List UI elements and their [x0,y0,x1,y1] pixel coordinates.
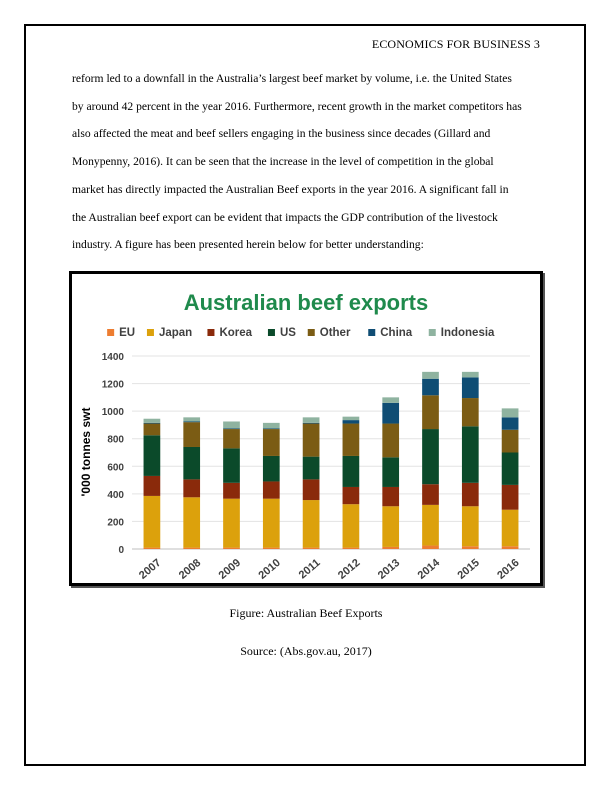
paragraph-line: Monypenny, 2016). It can be seen that the increase in the level of competition in the global [72,155,494,169]
bar-segment-japan [502,510,519,547]
bar-segment-korea [183,479,200,497]
bar-segment-japan [462,506,479,546]
bar-segment-indonesia [462,372,479,378]
chart-bars [144,372,519,549]
bar-segment-us [422,429,439,484]
x-axis-ticks [137,556,522,581]
bar-segment-china [223,428,240,429]
x-tick-label: 2011 [296,556,323,582]
bar-segment-indonesia [343,417,360,420]
y-tick-label: 0 [118,545,124,556]
y-axis-ticks [102,352,125,556]
paragraph-line: the Australian beef export can be evident that impacts the GDP contribution of the livestock [72,210,498,224]
bar-segment-eu [144,548,161,549]
paragraph-line: industry. A figure has been presented herein below for better understanding: [72,238,424,252]
bar-segment-korea [422,484,439,505]
bar-segment-korea [502,485,519,510]
bar-segment-us [382,457,399,487]
bar-segment-eu [303,548,320,549]
bar-segment-japan [422,505,439,546]
bar-segment-other [144,424,161,436]
bar-segment-eu [223,548,240,549]
bar-segment-indonesia [223,421,240,428]
bar-segment-other [343,424,360,456]
chart-figure [69,271,543,586]
bar-segment-us [144,435,161,476]
chart-legend [107,327,495,339]
bar-segment-other [422,395,439,429]
legend-swatch-china [368,329,375,336]
bar-segment-us [502,453,519,485]
paragraph-line: market has directly impacted the Australian Beef exports in the year 2016. A significant fall in [72,182,509,196]
legend-swatch-other [308,329,315,336]
bar-segment-china [144,423,161,424]
chart-title: Australian beef exports [183,290,429,315]
legend-label-china: China [380,327,413,339]
body-paragraph [72,65,542,259]
bar-segment-eu [183,548,200,549]
figure-caption: Figure: Australian Beef Exports [229,606,383,620]
bar-segment-eu [422,546,439,549]
bar-segment-china [263,428,280,429]
bar-segment-indonesia [303,417,320,423]
bar-segment-korea [343,487,360,504]
legend-label-us: US [279,327,296,339]
bar-segment-china [343,420,360,423]
legend-swatch-eu [107,329,114,336]
x-tick-label: 2009 [216,556,244,582]
legend-label-korea: Korea [219,327,253,339]
bar-segment-china [303,423,320,424]
y-tick-label: 600 [107,462,124,474]
bar-segment-indonesia [263,423,280,429]
bar-segment-us [462,426,479,483]
paragraph-line: also affected the meat and beef sellers engaging in the business since decades (Gillard and [72,127,491,141]
y-tick-label: 1200 [101,379,124,391]
y-tick-label: 400 [107,489,124,501]
bar-segment-korea [462,483,479,506]
bar-segment-us [223,448,240,482]
legend-label-japan: Japan [158,327,193,339]
x-tick-label: 2016 [495,556,522,582]
bar-segment-japan [343,504,360,547]
legend-swatch-japan [147,329,154,336]
legend-swatch-us [268,329,275,336]
x-tick-label: 2008 [176,556,204,582]
bar-segment-japan [263,499,280,548]
bar-segment-us [303,457,320,480]
x-tick-label: 2010 [256,556,283,582]
bar-segment-japan [223,499,240,548]
legend-swatch-indonesia [429,329,436,336]
bar-segment-korea [303,479,320,500]
bar-segment-china [462,377,479,398]
y-tick-label: 200 [107,517,124,529]
paragraph-line: reform led to a downfall in the Australia’s largest beef market by volume, i.e. the United States [72,72,512,85]
bar-segment-us [343,456,360,487]
bar-segment-eu [462,546,479,549]
bar-segment-indonesia [183,417,200,421]
y-tick-label: 1000 [101,407,124,419]
bar-segment-indonesia [422,372,439,379]
bar-segment-indonesia [144,419,161,423]
x-tick-label: 2007 [137,556,164,582]
paragraph-line: by around 42 percent in the year 2016. Furthermore, recent growth in the market competitors has [72,99,522,113]
legend-label-indonesia: Indonesia [440,327,495,339]
bar-segment-indonesia [382,397,399,403]
bar-segment-other [183,422,200,447]
bar-segment-china [422,379,439,396]
bar-segment-korea [223,483,240,499]
bar-segment-other [382,424,399,458]
bar-segment-china [382,403,399,424]
figure-source: Source: (Abs.gov.au, 2017) [240,644,372,658]
bar-segment-us [263,456,280,482]
bar-segment-japan [144,496,161,548]
bar-segment-korea [263,481,280,498]
bar-segment-japan [303,500,320,548]
y-tick-label: 1400 [101,352,124,363]
x-tick-label: 2012 [336,556,363,582]
x-tick-label: 2013 [375,556,403,582]
legend-label-other: Other [319,327,351,339]
bar-segment-other [263,429,280,456]
y-tick-label: 800 [107,434,124,446]
bar-segment-eu [502,546,519,549]
bar-segment-indonesia [502,408,519,417]
legend-label-eu: EU [119,327,136,339]
bar-segment-eu [343,548,360,549]
y-axis-label: '000 tonnes swt [79,407,93,497]
bar-segment-korea [144,476,161,496]
bar-segment-other [462,398,479,426]
bar-segment-other [303,424,320,457]
bar-segment-japan [382,506,399,547]
bar-segment-eu [263,548,280,549]
bar-segment-china [502,417,519,429]
x-tick-label: 2014 [415,556,443,582]
bar-segment-us [183,447,200,479]
stacked-bar-chart [72,274,540,583]
bar-segment-china [183,421,200,422]
legend-swatch-korea [207,329,214,336]
x-tick-label: 2015 [455,556,482,582]
bar-segment-japan [183,497,200,547]
bar-segment-eu [382,547,399,549]
bar-segment-other [223,429,240,448]
running-head: ECONOMICS FOR BUSINESS 3 [371,37,540,51]
bar-segment-other [502,430,519,453]
bar-segment-korea [382,487,399,506]
